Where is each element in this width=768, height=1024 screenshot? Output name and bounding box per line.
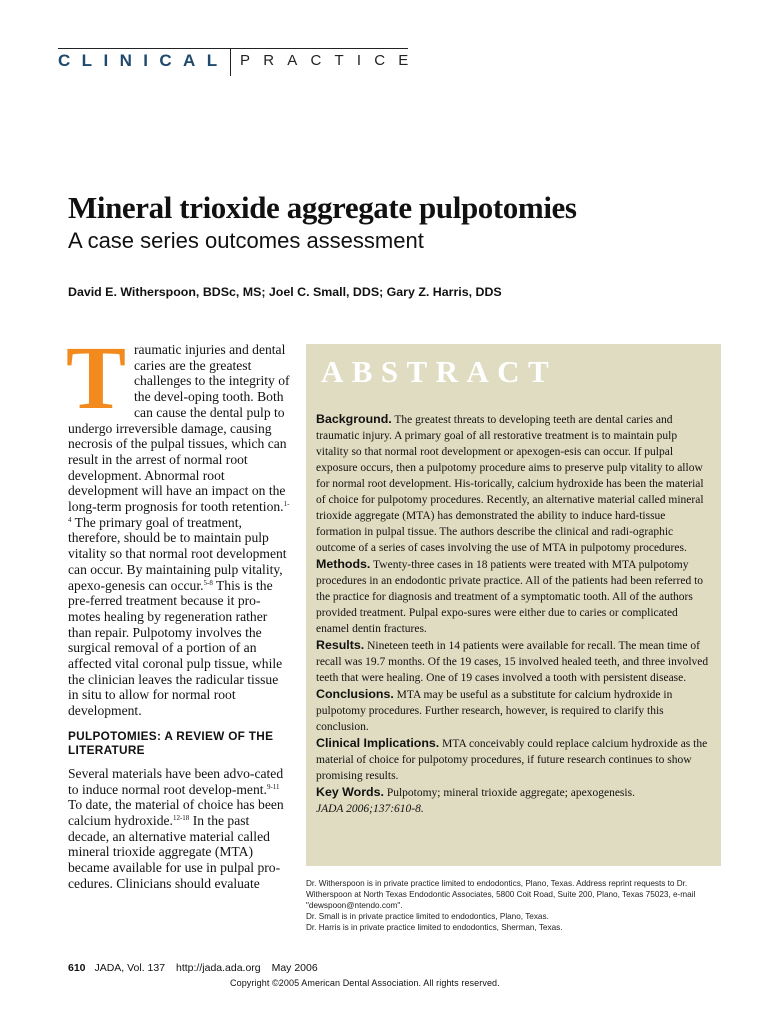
author-list: David E. Witherspoon, BDSc, MS; Joel C. Small, DDS; Gary Z. Harris, DDS	[68, 285, 502, 299]
abstract-implications	[316, 735, 711, 784]
reference-marker: 9-11	[266, 782, 280, 791]
abstract-text: Pulpotomy; mineral trioxide aggregate; apexogenesis.	[383, 787, 635, 799]
reference-marker: 12-18	[172, 813, 190, 822]
abstract-label: Key Words.	[316, 785, 384, 799]
abstract-label: Methods.	[316, 557, 371, 571]
article-title: Mineral trioxide aggregate pulpotomies	[68, 190, 577, 225]
journal-volume: JADA, Vol. 137	[94, 962, 166, 974]
section-label-clinical: CLINICAL	[58, 51, 229, 70]
page-number: 610	[68, 962, 86, 974]
abstract-label: Results.	[316, 638, 365, 652]
intro-text-1: raumatic injuries and dental caries are the greatest challenges to the integrity of the devel-oping tooth. Both can cause the dental pulp to undergo irreversible damage, causing necrosis of the pulpal tissues, which can result in the arrest of normal root development. Abnormal root development will have an impact on the long-term prognosis for tooth retention.	[68, 342, 290, 515]
abstract-label: Clinical Implications.	[316, 736, 440, 750]
intro-text-3: This is the pre-ferred treatment because it pro-motes healing by regeneration rather than repair. Pulpotomy involves the surgical removal of a portion of an affected vital coronal pulp tissue, while the clinician leaves the radicular tissue in situ to allow for normal root development.	[68, 577, 283, 719]
section-rule	[58, 48, 408, 49]
abstract-label: Background.	[316, 412, 392, 426]
abstract-text: MTA conceivably could replace calcium hydroxide as the material of choice for pulpotomy procedures, if future research continues to show promising results.	[316, 738, 708, 782]
abstract-conclusions	[316, 686, 711, 735]
citation: JADA 2006;137:610-8.	[316, 803, 424, 815]
section-label-practice: PRACTICE	[240, 52, 422, 69]
abstract-text: Nineteen teeth in 14 patients were available for recall. The mean time of recall was 19.7 months. Of the 19 cases, 15 involved healed teeth, and three involved teeth that were healing. One of 19 cases involved a tooth with persistent disease.	[316, 640, 709, 684]
footnote: Dr. Witherspoon is in private practice limited to endodontics, Plano, Texas. Address reprint requests to Dr. Witherspoon at North Texas Endodontic Associates, 5800 Coit Road, Suite 200, Plano, Texas 75023, e-mail "dewspoon@ntendo.com".	[306, 879, 696, 910]
page-footer	[68, 962, 318, 974]
abstract-label: Conclusions.	[316, 687, 394, 701]
issue-date: May 2006	[271, 962, 318, 974]
article-subtitle: A case series outcomes assessment	[68, 228, 424, 253]
intro-text-2: The primary goal of treatment, therefore, should be to maintain pulp vitality so that normal root development can occur. By maintaining pulp vitality, apexo-genesis can occur.	[68, 514, 287, 593]
reference-marker: 1-4	[68, 500, 290, 524]
body-column	[66, 329, 292, 892]
author-footnotes	[306, 878, 726, 933]
abstract-body	[316, 411, 711, 817]
abstract-heading: ABSTRACT	[321, 354, 558, 389]
abstract-results	[316, 637, 711, 686]
review-text-2: To date, the material of choice has been calcium hydroxide.	[68, 797, 284, 828]
abstract-keywords	[316, 784, 711, 801]
copyright-notice: Copyright ©2005 American Dental Association. All rights reserved.	[230, 978, 500, 988]
section-divider	[230, 48, 231, 76]
section-heading: PULPOTOMIES: A REVIEW OF THE LITERATURE	[68, 728, 274, 757]
reference-marker: 5-8	[203, 578, 213, 587]
footnote: Dr. Harris is in private practice limited to endodontics, Sherman, Texas.	[306, 923, 563, 932]
abstract-background	[316, 411, 711, 556]
abstract-text: MTA may be useful as a substitute for calcium hydroxide in pulpotomy procedures. Further research, however, is required to clarify this conclusion.	[316, 689, 673, 733]
abstract-text: Twenty-three cases in 18 patients were treated with MTA pulpotomy procedures in an endodontic private practice. All of the patients had been referred to the practice for diagnosis and treatment of a symptomatic tooth. All of the authors provided treatment. Pulpal expo-sures were either due to caries or complicated enamel dentin fractures.	[316, 559, 704, 635]
review-text-1: Several materials have been advo-cated to induce normal root develop-ment.	[68, 765, 284, 797]
drop-cap: T	[66, 329, 127, 428]
review-paragraph	[68, 766, 292, 892]
abstract-text: The greatest threats to developing teeth are dental caries and traumatic injury. A primary goal of all restorative treatment is to maintain pulp vitality so that normal root development or apexogen-esis can occur. If pulpal exposure occurs, then a pulpotomy procedure aims to preserve pulp vitality to allow for normal root development. His-torically, calcium hydroxide has been the material of choice for pulpotomy procedures. Recently, an alternative material called mineral trioxide aggregate (MTA) has demonstrated the ability to induce hard-tissue formation in pulpal tissue. The authors describe the clinical and radi-ographic outcome of a series of cases involving the use of MTA in pulpotomy procedures.	[316, 414, 704, 554]
review-text-3: In the past decade, an alternative material called mineral trioxide aggregate (MTA) became available for use in pulpal pro-cedures. Clinicians should evaluate	[68, 812, 281, 891]
abstract-methods	[316, 556, 711, 637]
footnote: Dr. Small is in private practice limited to endodontics, Plano, Texas.	[306, 912, 549, 921]
journal-url[interactable]: http://jada.ada.org	[176, 962, 261, 974]
